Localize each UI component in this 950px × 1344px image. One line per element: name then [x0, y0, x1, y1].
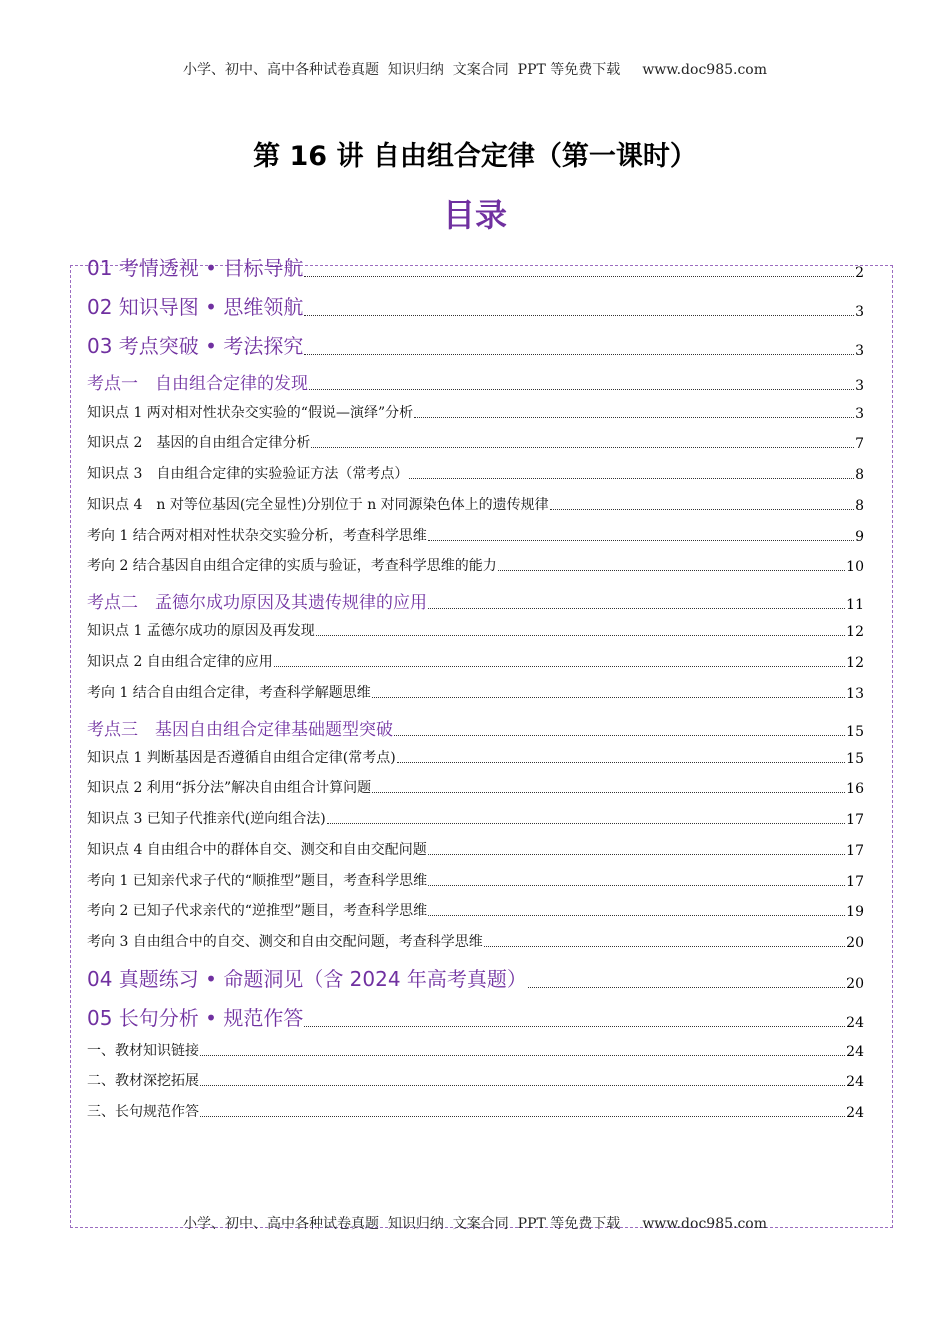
toc-entry-label: 考向 1 结合自由组合定律，考查科学解题思维: [87, 685, 371, 701]
banner-text: 小学、初中、高中各种试卷真题 知识归纳 文案合同 PPT 等免费下载: [182, 62, 621, 78]
toc-entry-page: 17: [846, 874, 864, 890]
toc-entry-label: 知识点 3 自由组合定律的实验验证方法（常考点）: [87, 466, 409, 482]
toc-entry-page: 3: [855, 378, 864, 394]
dot-leader: [428, 885, 845, 886]
toc-entry-page: 13: [846, 686, 864, 702]
toc-entry[interactable]: [87, 369, 864, 394]
toc-entry-label: 考向 3 自由组合中的自交、测交和自由交配问题，考查科学思维: [87, 934, 483, 950]
toc-entry-page: 3: [855, 343, 864, 359]
banner-url[interactable]: www.doc985.com: [642, 62, 767, 78]
toc-entry-page: 12: [846, 624, 864, 640]
dot-leader: [428, 915, 845, 916]
toc-entry-label: 04 真题练习 • 命题洞见（含 2024 年高考真题）: [87, 967, 527, 991]
toc-entry[interactable]: [87, 839, 864, 859]
toc-entry[interactable]: [87, 1040, 864, 1060]
toc-entry[interactable]: [87, 1070, 864, 1090]
dot-leader: [304, 354, 854, 355]
toc-entry-label: 考向 2 已知子代求亲代的“逆推型”题目，考查科学思维: [87, 903, 428, 919]
dot-leader: [200, 1055, 845, 1056]
toc-entry[interactable]: [87, 494, 864, 514]
toc-entry[interactable]: [87, 747, 864, 767]
toc-entry-label: 02 知识导图 • 思维领航: [87, 295, 304, 319]
toc-entry-page: 24: [846, 1105, 864, 1121]
toc-entry-page: 8: [855, 498, 864, 514]
toc-entry-label: 考点三 基因自由组合定律基础题型突破: [87, 720, 393, 740]
dot-leader: [414, 417, 854, 418]
dot-leader: [304, 276, 854, 277]
toc-entry-label: 03 考点突破 • 考法探究: [87, 334, 304, 358]
toc-entry[interactable]: [87, 682, 864, 702]
header-banner: [0, 59, 950, 79]
toc-entry-page: 9: [855, 529, 864, 545]
dot-leader: [397, 762, 845, 763]
dot-leader: [550, 509, 854, 510]
toc-entry-label: 知识点 4 自由组合中的群体自交、测交和自由交配问题: [87, 842, 427, 858]
toc-entry[interactable]: [87, 900, 864, 920]
dot-leader: [428, 608, 845, 609]
toc-entry[interactable]: [87, 525, 864, 545]
dot-leader: [304, 1026, 845, 1027]
dot-leader: [498, 570, 845, 571]
toc-entry[interactable]: [87, 432, 864, 452]
toc-entry-label: 知识点 1 判断基因是否遵循自由组合定律(常考点): [87, 750, 396, 766]
toc-entry-label: 知识点 2 自由组合定律的应用: [87, 654, 273, 670]
toc-entry-page: 7: [855, 436, 864, 452]
dot-leader: [528, 987, 845, 988]
toc-entry-page: 11: [846, 597, 864, 613]
toc-entry-label: 知识点 2 利用“拆分法”解决自由组合计算问题: [87, 780, 372, 796]
dot-leader: [409, 478, 854, 479]
dot-leader: [200, 1085, 845, 1086]
toc-entry[interactable]: [87, 291, 864, 320]
toc-entry-label: 考向 2 结合基因自由组合定律的实质与验证，考查科学思维的能力: [87, 558, 497, 574]
toc-entry[interactable]: [87, 1002, 864, 1031]
toc-heading: 目录: [442, 196, 507, 234]
toc-entry-page: 19: [846, 904, 864, 920]
toc-entry[interactable]: [87, 808, 864, 828]
toc-entry-page: 12: [846, 655, 864, 671]
dot-leader: [327, 823, 845, 824]
toc-entry[interactable]: [87, 931, 864, 951]
toc-entry-page: 2: [855, 265, 864, 281]
toc-entry[interactable]: [87, 402, 864, 422]
toc-entry-page: 24: [846, 1074, 864, 1090]
dot-leader: [311, 447, 854, 448]
toc-entry[interactable]: [87, 777, 864, 797]
toc-entry-page: 3: [855, 304, 864, 320]
dot-leader: [372, 792, 845, 793]
toc-entry-page: 17: [846, 812, 864, 828]
dot-leader: [304, 315, 854, 316]
page-title: 第 16 讲 自由组合定律（第一课时）: [253, 141, 697, 172]
toc-entry-page: 16: [846, 781, 864, 797]
toc-entry-page: 20: [846, 976, 864, 992]
toc-entry-page: 20: [846, 935, 864, 951]
toc-entry-label: 考向 1 结合两对相对性状杂交实验分析，考查科学思维: [87, 528, 427, 544]
banner-url[interactable]: www.doc985.com: [642, 1216, 767, 1232]
dot-leader: [200, 1116, 845, 1117]
toc-entry[interactable]: [87, 963, 864, 992]
toc-entry-page: 3: [855, 406, 864, 422]
dot-leader: [316, 635, 845, 636]
toc-entry[interactable]: [87, 588, 864, 613]
toc-entry-label: 01 考情透视 • 目标导航: [87, 256, 304, 280]
toc-entry-label: 二、教材深挖拓展: [87, 1073, 199, 1089]
dot-leader: [274, 666, 845, 667]
toc-entry-page: 24: [846, 1044, 864, 1060]
toc-entry-page: 24: [846, 1015, 864, 1031]
toc-entry-label: 三、长句规范作答: [87, 1104, 199, 1120]
toc-entry[interactable]: [87, 252, 864, 281]
dot-leader: [309, 389, 854, 390]
toc-entry-label: 考向 1 已知亲代求子代的“顺推型”题目，考查科学思维: [87, 873, 428, 889]
banner-text: 小学、初中、高中各种试卷真题 知识归纳 文案合同 PPT 等免费下载: [182, 1216, 621, 1232]
toc-entry[interactable]: [87, 620, 864, 640]
toc-entry-page: 10: [846, 559, 864, 575]
toc-entry[interactable]: [87, 870, 864, 890]
dot-leader: [484, 946, 845, 947]
toc-entry[interactable]: [87, 1101, 864, 1121]
toc-entry-label: 知识点 1 孟德尔成功的原因及再发现: [87, 623, 315, 639]
toc-entry[interactable]: [87, 715, 864, 740]
toc-entry-page: 15: [846, 751, 864, 767]
toc-entry-page: 15: [846, 724, 864, 740]
dot-leader: [428, 854, 845, 855]
toc-entry[interactable]: [87, 555, 864, 575]
dot-leader: [394, 735, 845, 736]
toc-entry-label: 知识点 2 基因的自由组合定律分析: [87, 435, 311, 451]
toc-entry-label: 知识点 1 两对相对性状杂交实验的“假说—演绎”分析: [87, 405, 414, 421]
toc-entry-page: 8: [855, 467, 864, 483]
toc-entry-label: 05 长句分析 • 规范作答: [87, 1006, 304, 1030]
toc-entry-label: 考点一 自由组合定律的发现: [87, 374, 308, 394]
toc-entry-page: 17: [846, 843, 864, 859]
toc-entry[interactable]: [87, 330, 864, 359]
footer-banner: [0, 1213, 950, 1233]
toc-entry[interactable]: [87, 651, 864, 671]
toc-entry[interactable]: [87, 463, 864, 483]
toc-entry-label: 知识点 4 n 对等位基因(完全显性)分别位于 n 对同源染色体上的遗传规律: [87, 497, 549, 513]
dot-leader: [372, 697, 845, 698]
toc-entry-label: 知识点 3 已知子代推亲代(逆向组合法): [87, 811, 326, 827]
toc-entry-label: 考点二 孟德尔成功原因及其遗传规律的应用: [87, 593, 427, 613]
dot-leader: [428, 540, 854, 541]
toc-entry-label: 一、教材知识链接: [87, 1043, 199, 1059]
